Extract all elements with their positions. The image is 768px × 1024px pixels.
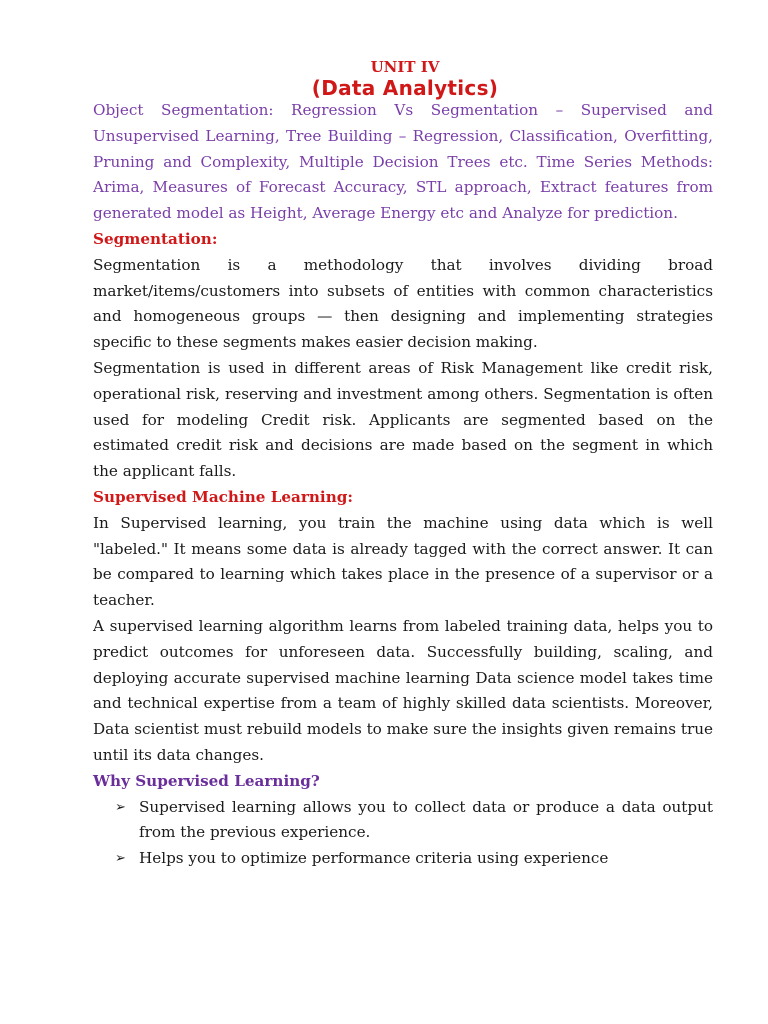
list-item [93,795,713,847]
unit-label: UNIT IV [370,58,440,76]
why-supervised-list [93,795,713,872]
heading-segmentation: Segmentation: [93,229,218,248]
document-title: (Data Analytics) [311,76,499,100]
heading-supervised-ml: Supervised Machine Learning: [93,487,353,506]
segmentation-paragraph-1: Segmentation is a methodology that involves dividing broad market/items/customers into subsets of entities with common characteristics and homogeneous groups — then designing and implementing strategies specific to these segments makes easier decision making. [93,255,713,352]
document-page [93,56,713,872]
list-item-text: Supervised learning allows you to collect data or produce a data output from the previous experience. [139,797,713,842]
segmentation-paragraph-2: Segmentation is used in different areas of Risk Management like credit risk, operational risk, reserving and investment among others. Segmentation is often used for modeling Credit risk. Applicants are segmented based on the estimated credit risk and decisions are made based on the segment in which the applicant falls. [93,358,713,481]
list-item-text: Helps you to optimize performance criteria using experience [139,849,609,868]
list-item [93,846,713,872]
heading-why-supervised: Why Supervised Learning? [93,771,320,790]
supervised-paragraph-2: A supervised learning algorithm learns from labeled training data, helps you to predict outcomes for unforeseen data. Successfully building, scaling, and deploying accurate supervised machine learning Data science model takes time and technical expertise from a team of highly skilled data scientists. Moreover, Data scientist must rebuild models to make sure the insights given remains true until its data changes. [93,616,713,764]
arrow-bullet-icon: ➢ [115,851,126,867]
syllabus-intro: Object Segmentation: Regression Vs Segmentation – Supervised and Unsupervised Learning, Tree Building – Regression, Classification, Overfitting, Pruning and Complexity, Multiple Decision Trees etc. Time Series Methods: Arima, Measures of Forecast Accuracy, STL approach, Extract features from generated model as Height, Average Energy etc and Analyze for prediction. [93,101,713,223]
supervised-paragraph-1: In Supervised learning, you train the machine using data which is well "labeled." It means some data is already tagged with the correct answer. It can be compared to learning which takes place in the presence of a supervisor or a teacher. [93,513,713,610]
arrow-bullet-icon: ➢ [115,799,126,815]
